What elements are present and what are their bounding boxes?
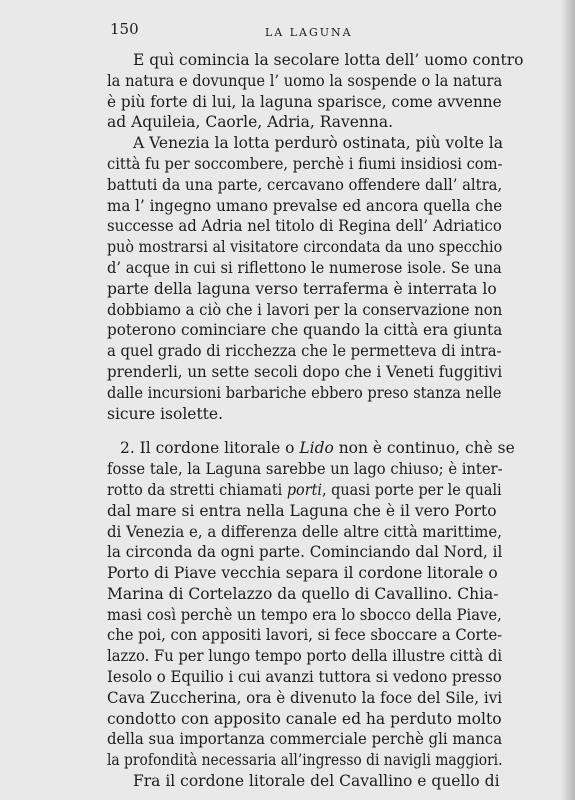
text-line: fosse tale, la Laguna sarebbe un lago chiuso; è inter- (107, 460, 503, 479)
text-line: prenderli, un sette secoli dopo che i Veneti fuggitivi (107, 362, 503, 381)
text-line: di Venezia e, a differenza delle altre città marittime, (107, 522, 503, 541)
text-line: masi così perchè un tempo era lo sbocco della Piave, (107, 605, 502, 624)
running-title: LA LAGUNA (265, 26, 353, 39)
text-line: a quel grado di ricchezza che le permetteva di intra- (107, 342, 502, 361)
text-line: che poi, con appositi lavori, si fece sboccare a Corte- (107, 626, 503, 645)
text-line: dalle incursioni barbariche ebbero preso stanza nelle (107, 383, 502, 402)
text-line: della sua importanza commerciale perchè gli manca (107, 730, 503, 749)
text-line: Porto di Piave vecchia separa il cordone litorale o (107, 564, 498, 583)
text-line: poterono cominciare che quando la città era giunta (107, 321, 503, 340)
text-line: battuti da una parte, cercavano offendere dall’ altra, (107, 175, 503, 194)
page-edge-shadow (561, 0, 575, 800)
text-line: dobbiamo a ciò che i lavori per la conservazione non (107, 300, 503, 319)
text-line: condotto con apposito canale ed ha perduto molto (107, 709, 502, 728)
text-line: d’ acque in cui si riflettono le numerose isole. Se una (107, 258, 502, 277)
text-line: Fra il cordone litorale del Cavallino e quello di (133, 772, 500, 790)
text-line: Marina di Cortelazzo da quello di Cavallino. Chia- (107, 584, 499, 603)
text-line: la profondità necessaria all’ingresso di navigli maggiori. (107, 751, 503, 770)
text-line: E quì comincia la secolare lotta dell’ uomo contro (133, 51, 524, 69)
text-line: dal mare si entra nella Laguna che è il vero Porto (107, 501, 497, 520)
text-line: la circonda da ogni parte. Cominciando dal Nord, il (107, 543, 503, 562)
text-line: A Venezia la lotta perdurò ostinata, più volte la (133, 134, 504, 153)
text-line: ad Aquileia, Caorle, Adria, Ravenna. (107, 113, 394, 132)
page-number: 150 (110, 20, 139, 38)
text-line: lazzo. Fu per lungo tempo porto della illustre città di (107, 647, 503, 666)
text-line: città fu per soccombere, perchè i fiumi insidiosi com- (107, 155, 503, 173)
text-line: è più forte di lui, la laguna sparisce, come avvenne (107, 92, 502, 111)
text-line: la natura e dovunque l’ uomo la sospende o la natura (107, 71, 503, 90)
text-line: può mostrarsi al visitatore circondata da uno specchio (107, 238, 503, 257)
text-line: Cava Zuccherina, ora è divenuto la foce del Sile, ivi (107, 688, 503, 707)
text-line: Iesolo o Equilio i cui avanzi tuttora si vedono presso (107, 668, 502, 686)
text-line: sicure isolette. (107, 404, 224, 423)
text-line: parte della laguna verso terraferma è interrata lo (107, 279, 497, 298)
text-line: rotto da stretti chiamati porti, quasi porte per le quali (107, 480, 502, 499)
text-line: successe ad Adria nel titolo di Regina dell’ Adriatico (107, 217, 502, 236)
text-line: 2. Il cordone litorale o Lido non è continuo, chè se (120, 439, 515, 458)
text-line: ma l’ ingegno umano prevalse ed ancora quella che (107, 196, 503, 215)
